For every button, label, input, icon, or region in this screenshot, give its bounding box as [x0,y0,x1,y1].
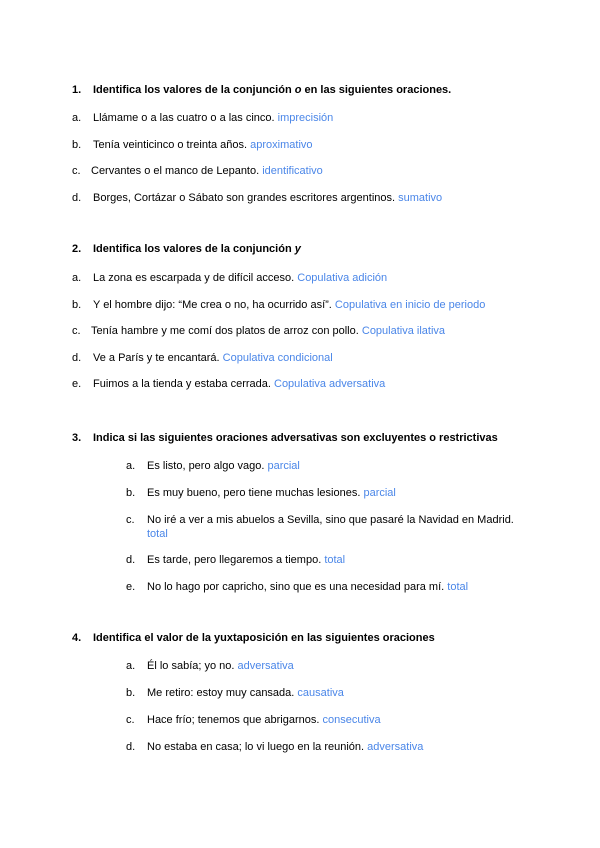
item-text: Es tarde, pero llegaremos a tiempo. [147,554,322,566]
item-marker: d. [126,741,136,753]
item-marker: a. [126,460,136,472]
item-answer: Copulativa adversativa [274,378,386,390]
item-text: Es muy bueno, pero tiene muchas lesiones. [147,487,361,499]
item-marker: b. [72,299,82,311]
item-marker: c. [72,165,81,177]
item-text: Es listo, pero algo vago. [147,460,265,472]
item-answer: parcial [363,487,396,499]
item-marker: b. [126,487,136,499]
item-text: Borges, Cortázar o Sábato son grandes escritores argentinos. [93,192,396,204]
item-answer: parcial [267,460,300,472]
item-text: Y el hombre dijo: “Me crea o no, ha ocurrido así”. [93,299,332,311]
item-marker: d. [72,352,82,364]
item-text: Tenía hambre y me comí dos platos de arroz con pollo. [91,325,359,337]
item-text: Fuimos a la tienda y estaba cerrada. [93,378,271,390]
section-title: Identifica los valores de la conjunción y [93,243,301,255]
item-marker: e. [126,581,136,593]
section-number: 3. [72,432,82,444]
item-answer: imprecisión [277,112,334,124]
section-title: Identifica el valor de la yuxtaposición en las siguientes oraciones [93,632,435,644]
item-text: Hace frío; tenemos que abrigarnos. [147,714,320,726]
item-answer: total [324,554,346,566]
item-answer: total [447,581,469,593]
section-title: Identifica los valores de la conjunción o en las siguientes oraciones. [93,84,452,96]
item-marker: a. [72,112,82,124]
item-text: Él lo sabía; yo no. [147,660,235,672]
item-text: No estaba en casa; lo vi luego en la reunión. [147,741,365,753]
section-number: 4. [72,632,82,644]
section-number: 1. [72,84,82,96]
item-marker: e. [72,378,82,390]
item-marker: a. [72,272,82,284]
item-marker: d. [72,192,82,204]
section-title: Indica si las siguientes oraciones adversativas son excluyentes o restrictivas [93,432,498,444]
item-answer: Copulativa en inicio de periodo [334,299,486,311]
item-answer: aproximativo [250,139,313,151]
item-answer: causativa [297,687,344,699]
item-text: No iré a ver a mis abuelos a Sevilla, sino que pasaré la Navidad en Madrid. [147,514,514,526]
item-answer: Copulativa condicional [222,352,333,364]
item-answer: sumativo [398,192,443,204]
item-answer: total [147,528,168,540]
item-answer: Copulativa adición [297,272,388,284]
item-answer: adversativa [237,660,294,672]
item-text: Me retiro: estoy muy cansada. [147,687,295,699]
item-marker: b. [126,687,136,699]
item-marker: b. [72,139,82,151]
section-number: 2. [72,243,82,255]
item-answer: identificativo [262,165,323,177]
item-marker: d. [126,554,136,566]
item-marker: c. [126,514,135,526]
item-text: Cervantes o el manco de Lepanto. [91,165,260,177]
item-text: La zona es escarpada y de difícil acceso. [93,272,295,284]
item-answer: consecutiva [322,714,381,726]
item-marker: a. [126,660,136,672]
item-text: No lo hago por capricho, sino que es una necesidad para mí. [147,581,445,593]
item-answer: Copulativa ilativa [361,325,446,337]
item-answer: adversativa [367,741,424,753]
item-text: Tenía veinticinco o treinta años. [93,139,248,151]
item-text: Llámame o a las cuatro o a las cinco. [93,112,275,124]
item-marker: c. [72,325,81,337]
item-text: Ve a París y te encantará. [93,352,220,364]
item-marker: c. [126,714,135,726]
